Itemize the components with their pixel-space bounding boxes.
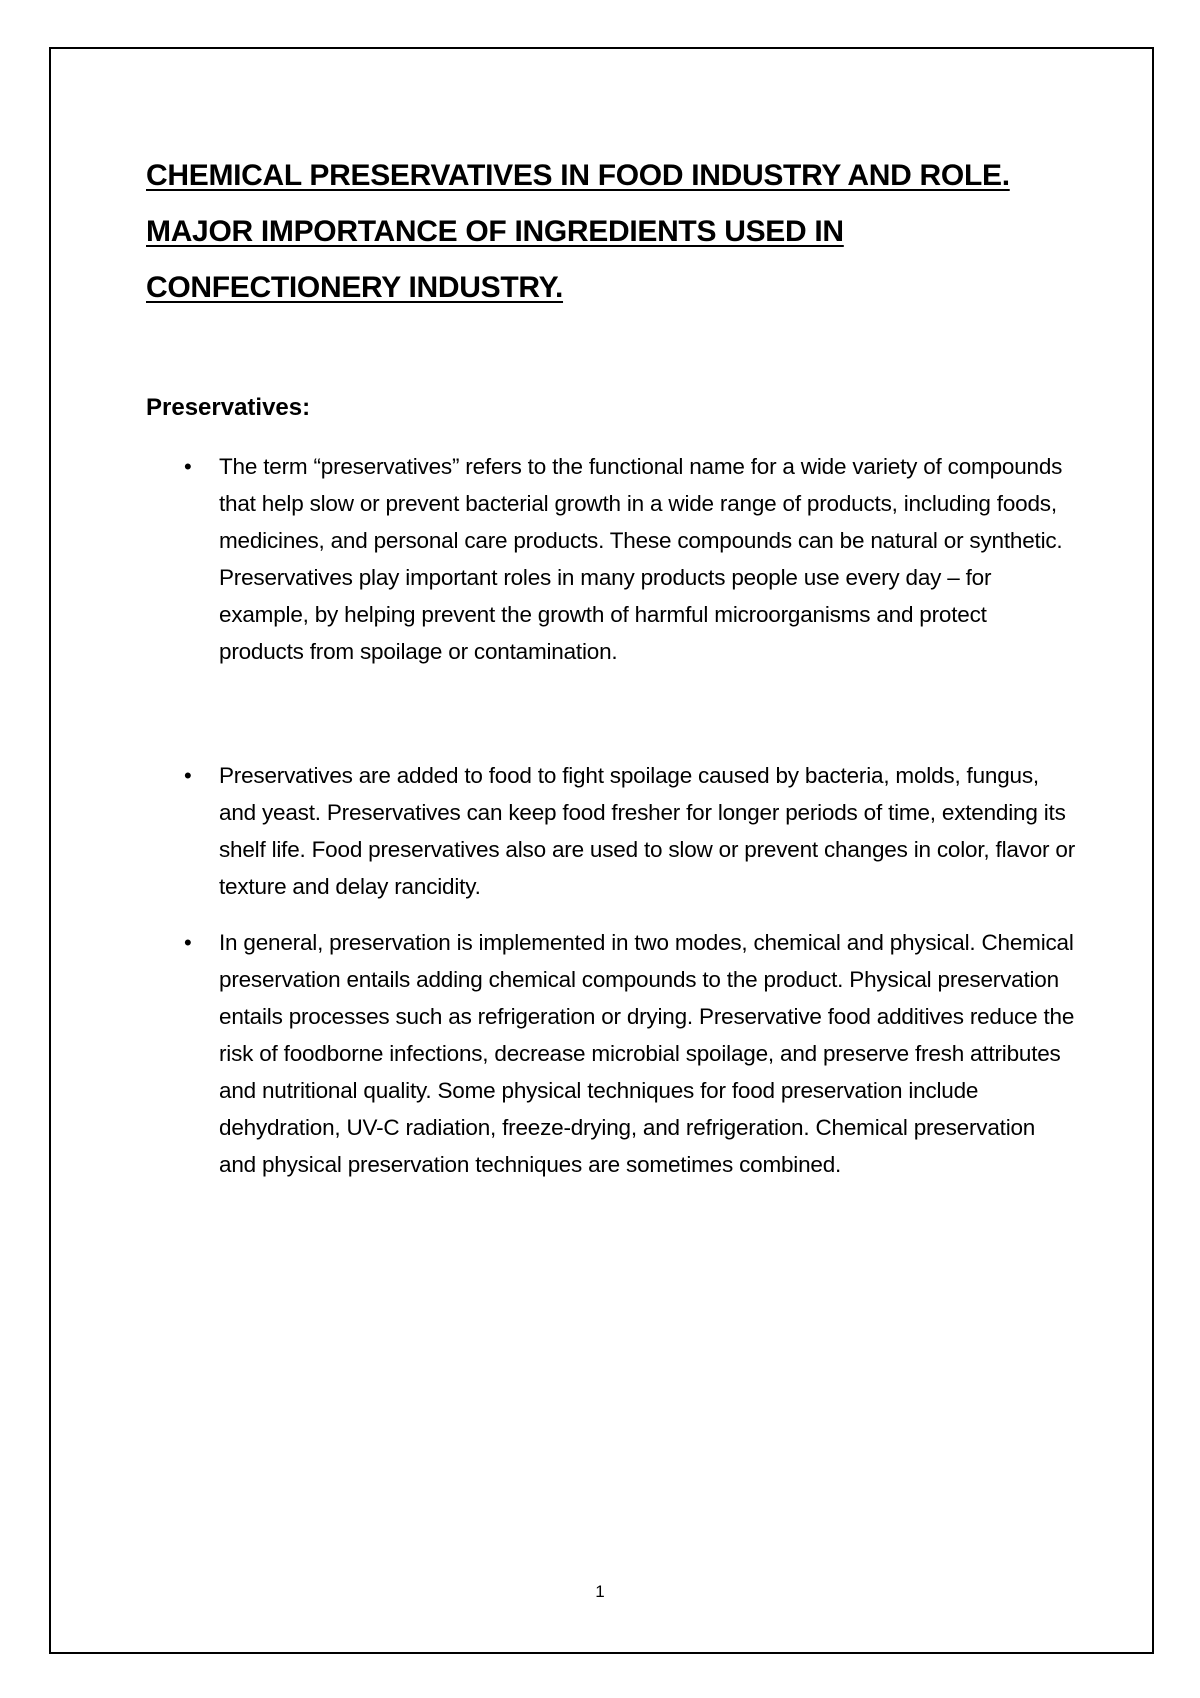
section-heading: Preservatives:	[146, 394, 311, 421]
list-item	[146, 924, 1076, 1183]
list-item	[146, 448, 1076, 670]
document-title: CHEMICAL PRESERVATIVES IN FOOD INDUSTRY AND ROLE. MAJOR IMPORTANCE OF INGREDIENTS USED IN CONFECTIONERY INDUSTRY.	[146, 159, 1010, 304]
page-number: 1	[595, 1582, 605, 1601]
bullet-icon: •	[184, 454, 192, 479]
bullet-list	[146, 448, 1076, 1183]
list-item	[146, 757, 1076, 905]
bullet-icon: •	[184, 930, 192, 955]
list-item-text: In general, preservation is implemented in two modes, chemical and physical. Chemical preservation entails adding chemical compounds to the product. Physical preservation entails processes such as refrigeration or drying. Preservative food additives reduce the risk of foodborne infections, decrease microbial spoilage, and preserve fresh attributes and nutritional quality. Some physical techniques for food preservation include dehydration, UV-C radiation, freeze-drying, and refrigeration. Chemical preservation and physical preservation techniques are sometimes combined.	[219, 930, 1075, 1177]
bullet-icon: •	[184, 763, 192, 788]
document-body	[146, 148, 1076, 1177]
list-item-text: Preservatives are added to food to fight spoilage caused by bacteria, molds, fungus, and yeast. Preservatives can keep food fresher for longer periods of time, extending its shelf life. Food preservatives also are used to slow or prevent changes in color, flavor or texture and delay rancidity.	[219, 763, 1075, 899]
list-item-text: The term “preservatives” refers to the functional name for a wide variety of compounds that help slow or prevent bacterial growth in a wide range of products, including foods, medicines, and personal care products. These compounds can be natural or synthetic. Preservatives play important roles in many products people use every day – for example, by helping prevent the growth of harmful microorganisms and protect products from spoilage or contamination.	[219, 454, 1063, 664]
